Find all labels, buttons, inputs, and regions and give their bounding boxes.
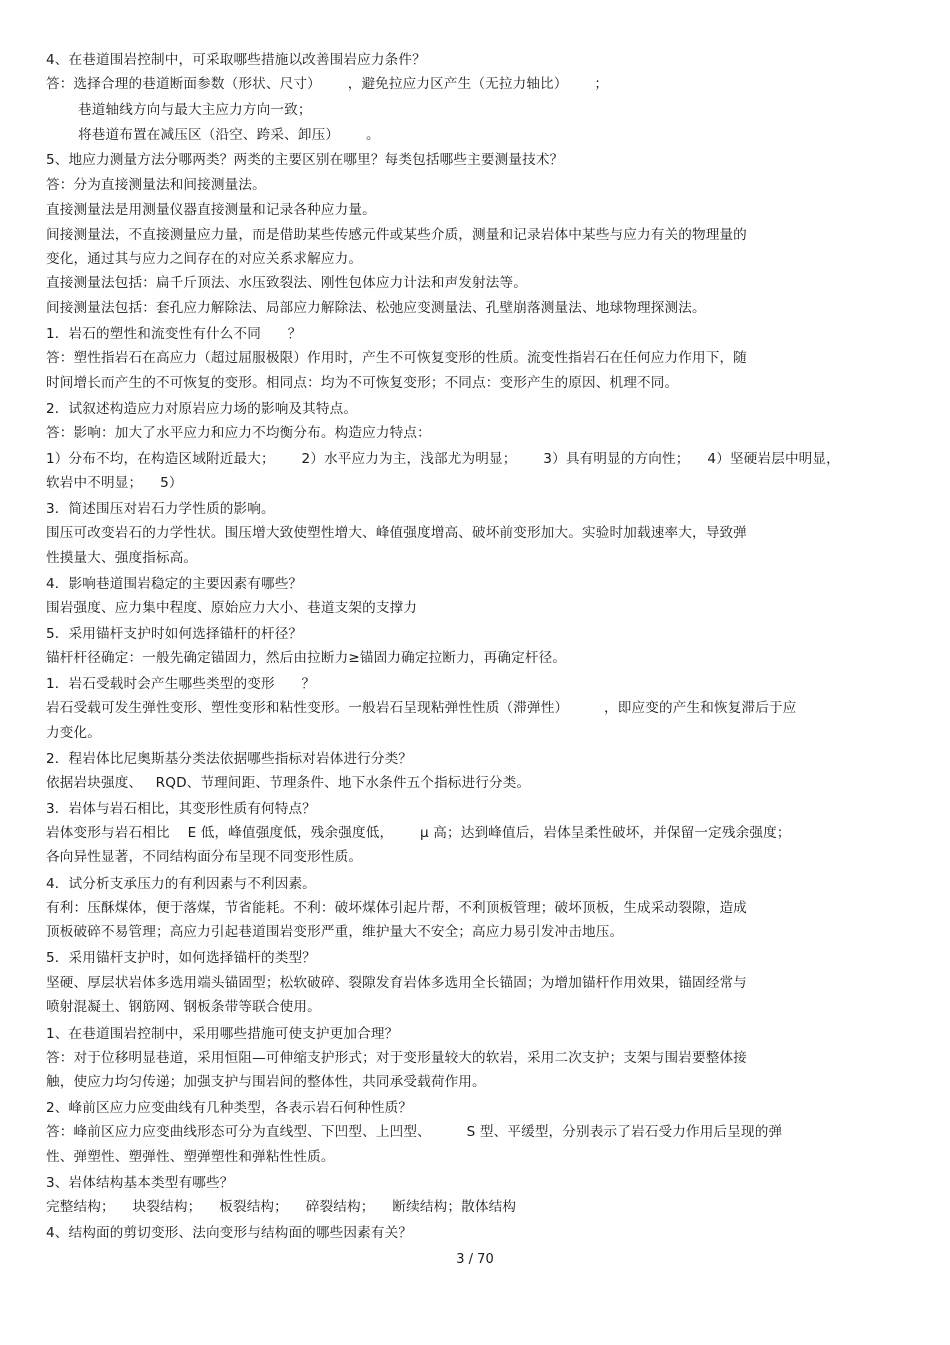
answer-line: 性摸量大、强度指标高。 [46,550,198,566]
answer-line: 依据岩块强度、 RQD、节理间距、节理条件、地下水条件五个指标进行分类。 [46,775,531,791]
answer-line: 将巷道布置在减压区（沿空、跨采、卸压） 。 [78,127,380,143]
answer-line: 变化，通过其与应力之间存在的对应关系求解应力。 [46,251,363,267]
answer-line: 围岩强度、应力集中程度、原始应力大小、巷道支架的支撑力 [46,600,418,616]
answer-line: 各向异性显著，不同结构面分布呈现不同变形性质。 [46,849,363,865]
page-number: 3 / 70 [456,1252,494,1267]
answer-line: 触，使应力均匀传递；加强支护与围岩间的整体性，共同承受载荷作用。 [46,1074,486,1090]
answer-line: 锚杆杆径确定：一般先确定锚固力，然后由拉断力≥锚固力确定拉断力，再确定杆径。 [46,650,567,666]
answer-line: 完整结构； 块裂结构； 板裂结构； 碎裂结构； 断续结构；散体结构 [46,1199,517,1215]
answer-line: 性、弹塑性、塑弹性、塑弹塑性和弹粘性性质。 [46,1149,335,1165]
answer-line: 间接测量法包括：套孔应力解除法、局部应力解除法、松弛应变测量法、孔壁崩落测量法、地球物理探测法。 [46,300,706,316]
question-line: 4．试分析支承压力的有利因素与不利因素。 [46,876,316,892]
answer-line: 软岩中不明显； 5） [46,475,183,491]
answer-line: 围压可改变岩石的力学性状。围压增大致使塑性增大、峰值强度增高、破坏前变形加大。实验时加载速率大，导致弹 [46,525,747,541]
answer-line: 力变化。 [46,725,101,741]
question-line: 5．采用锚杆支护时，如何选择锚杆的类型？ [46,950,316,966]
answer-line: 顶板破碎不易管理；高应力引起巷道围岩变形严重，维护量大不安全；高应力易引发冲击地压。 [46,924,624,940]
answer-line: 有利：压酥煤体，便于落煤，节省能耗。不利：破坏煤体引起片帮，不利顶板管理；破坏顶板，生成采动裂隙，造成 [46,900,747,916]
answer-line: 答：影响：加大了水平应力和应力不均衡分布。构造应力特点： [46,425,431,441]
answer-line: 答：对于位移明显巷道，采用恒阻—可伸缩支护形式；对于变形量较大的软岩，采用二次支护；支架与围岩要整体接 [46,1050,747,1066]
answer-line: 答：塑性指岩石在高应力（超过屈服极限）作用时，产生不可恢复变形的性质。流变性指岩石在任何应力作用下，随 [46,350,747,366]
answer-line: 直接测量法包括：扁千斤顶法、水压致裂法、刚性包体应力计法和声发射法等。 [46,275,528,291]
question-line: 2．试叙述构造应力对原岩应力场的影响及其特点。 [46,401,358,417]
question-line: 1、在巷道围岩控制中，采用哪些措施可使支护更加合理？ [46,1026,399,1042]
question-line: 2．程岩体比尼奥斯基分类法依据哪些指标对岩体进行分类？ [46,751,413,767]
question-line: 3．简述围压对岩石力学性质的影响。 [46,501,275,517]
answer-line: 答：选择合理的巷道断面参数（形状、尺寸） ，避免拉应力区产生（无拉力轴比） ； [46,76,609,92]
question-line: 4．影响巷道围岩稳定的主要因素有哪些？ [46,576,303,592]
question-line: 3．岩体与岩石相比，其变形性质有何特点？ [46,801,316,817]
answer-line: 间接测量法，不直接测量应力量，而是借助某些传感元件或某些介质，测量和记录岩体中某些与应力有关的物理量的 [46,227,747,243]
question-line: 1．岩石的塑性和流变性有什么不同 ？ [46,326,302,342]
question-line: 5．采用锚杆支护时如何选择锚杆的杆径？ [46,626,303,642]
answer-line: 喷射混凝土、钢筋网、钢板条带等联合使用。 [46,999,321,1015]
answer-line: 巷道轴线方向与最大主应力方向一致； [78,102,312,118]
answer-line: 1）分布不均，在构造区域附近最大； 2）水平应力为主，浅部尤为明显； 3）具有明显的方向性； 4）坚硬岩层中明显， [46,451,840,467]
answer-line: 答：分为直接测量法和间接测量法。 [46,177,266,193]
answer-line: 岩体变形与岩石相比 E 低，峰值强度低，残余强度低， μ 高；达到峰值后，岩体呈柔性破坏，并保留一定残余强度； [46,825,791,841]
answer-line: 答：峰前区应力应变曲线形态可分为直线型、下凹型、上凹型、 S 型、平缓型，分别表示了岩石受力作用后呈现的弹 [46,1124,783,1140]
question-line: 2、峰前区应力应变曲线有几种类型，各表示岩石何种性质？ [46,1100,413,1116]
question-line: 1．岩石受载时会产生哪些类型的变形 ？ [46,676,316,692]
question-line: 3、岩体结构基本类型有哪些？ [46,1175,234,1191]
answer-line: 时间增长而产生的不可恢复的变形。相同点：均为不可恢复变形；不同点：变形产生的原因、机理不同。 [46,375,679,391]
answer-line: 岩石受载可发生弹性变形、塑性变形和粘性变形。一般岩石呈现粘弹性性质（滞弹性） ，即应变的产生和恢复滞后于应 [46,700,797,716]
question-line: 5、地应力测量方法分哪两类？两类的主要区别在哪里？每类包括哪些主要测量技术？ [46,152,564,168]
question-line: 4、在巷道围岩控制中，可采取哪些措施以改善围岩应力条件？ [46,52,426,68]
answer-line: 坚硬、厚层状岩体多选用端头锚固型；松软破碎、裂隙发育岩体多选用全长锚固；为增加锚杆作用效果，锚固经常与 [46,975,747,991]
answer-line: 直接测量法是用测量仪器直接测量和记录各种应力量。 [46,202,376,218]
question-line: 4、结构面的剪切变形、法向变形与结构面的哪些因素有关？ [46,1225,413,1241]
